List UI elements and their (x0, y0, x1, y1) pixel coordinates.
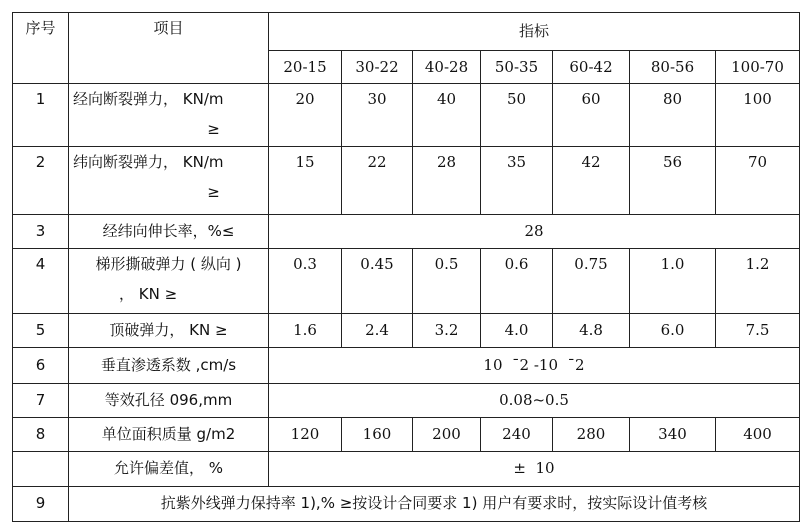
value-cell: 2.4 (342, 313, 413, 347)
merged-value-cell: 10 ˉ2 -10 ˉ2 (269, 348, 800, 383)
value-cell: 40 (413, 83, 481, 147)
item-line: ， KN ≥ (119, 285, 178, 304)
grade-cell: 40-28 (413, 51, 481, 83)
value-cell: 28 (413, 147, 481, 215)
item-cell: 单位面积质量 g/m2 (69, 417, 269, 451)
item-cell: 等效孔径 096,mm (69, 383, 269, 417)
value-cell: 0.3 (269, 249, 342, 314)
grade-cell: 50-35 (481, 51, 553, 83)
value-cell: 160 (342, 417, 413, 451)
value-cell: 60 (553, 83, 630, 147)
value-cell: 7.5 (716, 313, 800, 347)
seq-cell: 7 (13, 383, 69, 417)
value-cell: 20 (269, 83, 342, 147)
seq-cell: 8 (13, 417, 69, 451)
seq-cell: 1 (13, 83, 69, 147)
value-cell: 340 (630, 417, 716, 451)
value-cell: 4.8 (553, 313, 630, 347)
value-cell: 15 (269, 147, 342, 215)
merged-value-cell: ± 10 (269, 452, 800, 486)
value-cell: 120 (269, 417, 342, 451)
grade-cell: 30-22 (342, 51, 413, 83)
grade-cell: 60-42 (553, 51, 630, 83)
seq-cell: 4 (13, 249, 69, 314)
value-cell: 42 (553, 147, 630, 215)
item-cell (69, 83, 269, 147)
header-seq: 序号 (13, 13, 69, 84)
value-cell: 1.0 (630, 249, 716, 314)
merged-value-cell: 28 (269, 214, 800, 248)
header-index: 指标 (269, 13, 800, 51)
grade-cell: 100-70 (716, 51, 800, 83)
value-cell: 1.2 (716, 249, 800, 314)
value-cell: 56 (630, 147, 716, 215)
value-cell: 400 (716, 417, 800, 451)
item-line: 纬向断裂弹力， KN/m (73, 153, 224, 172)
item-cell (69, 147, 269, 215)
value-cell: 240 (481, 417, 553, 451)
note-cell: 抗紫外线弹力保持率 1),% ≥按设计合同要求 1) 用户有要求时，按实际设计值考核 (69, 486, 800, 521)
item-line: 经向断裂弹力， KN/m (73, 89, 224, 108)
value-cell: 6.0 (630, 313, 716, 347)
value-cell: 1.6 (269, 313, 342, 347)
value-cell: 0.6 (481, 249, 553, 314)
item-line: ≥ (207, 183, 220, 202)
value-cell: 280 (553, 417, 630, 451)
item-line: 梯形撕破弹力 ( 纵向 ) (95, 255, 242, 274)
value-cell: 3.2 (413, 313, 481, 347)
value-cell: 22 (342, 147, 413, 215)
value-cell: 200 (413, 417, 481, 451)
value-cell: 0.75 (553, 249, 630, 314)
header-item: 项目 (69, 13, 269, 84)
grade-cell: 80-56 (630, 51, 716, 83)
grade-cell: 20-15 (269, 51, 342, 83)
seq-cell (13, 452, 69, 486)
value-cell: 70 (716, 147, 800, 215)
item-cell: 允许偏差值， % (69, 452, 269, 486)
spec-table (12, 12, 800, 522)
value-cell: 100 (716, 83, 800, 147)
value-cell: 35 (481, 147, 553, 215)
seq-cell: 6 (13, 348, 69, 383)
value-cell: 0.45 (342, 249, 413, 314)
value-cell: 30 (342, 83, 413, 147)
item-cell (69, 249, 269, 314)
seq-cell: 5 (13, 313, 69, 347)
seq-cell: 9 (13, 486, 69, 521)
seq-cell: 2 (13, 147, 69, 215)
item-cell: 垂直渗透系数 ,cm/s (69, 348, 269, 383)
value-cell: 80 (630, 83, 716, 147)
seq-cell: 3 (13, 214, 69, 248)
value-cell: 4.0 (481, 313, 553, 347)
item-cell: 经纬向伸长率，%≤ (69, 214, 269, 248)
value-cell: 0.5 (413, 249, 481, 314)
item-line: ≥ (207, 119, 220, 138)
merged-value-cell: 0.08~0.5 (269, 383, 800, 417)
value-cell: 50 (481, 83, 553, 147)
item-cell: 顶破弹力， KN ≥ (69, 313, 269, 347)
